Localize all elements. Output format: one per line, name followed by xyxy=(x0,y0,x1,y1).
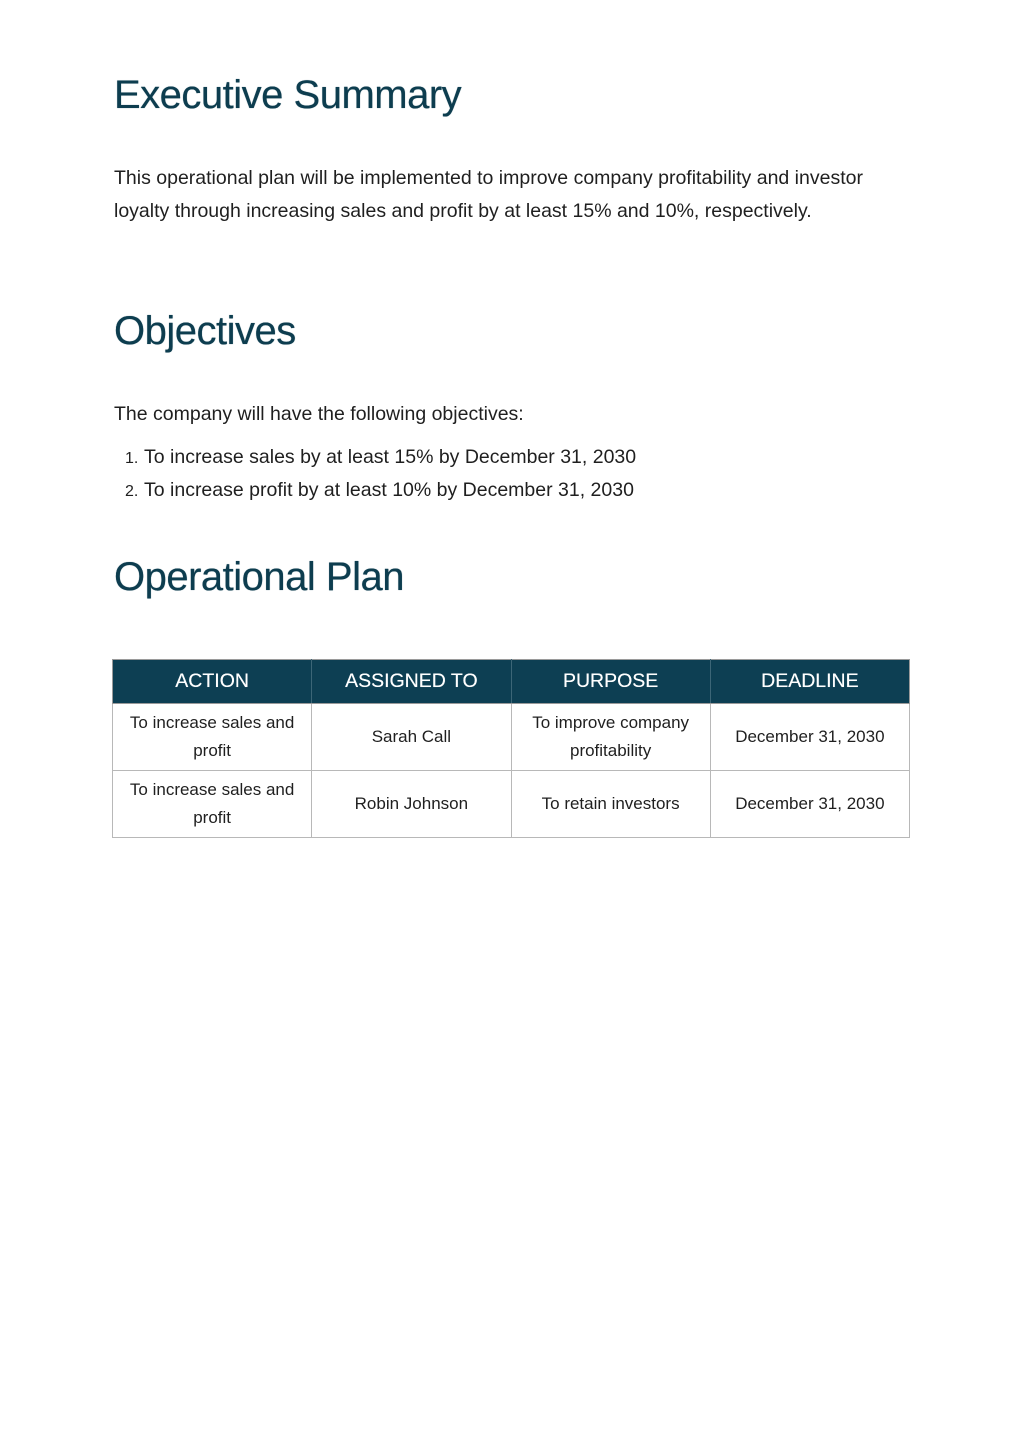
column-header-action: ACTION xyxy=(113,660,312,704)
operational-plan-table xyxy=(112,659,910,838)
objectives-list xyxy=(114,441,636,507)
objective-text: To increase profit by at least 10% by December 31, 2030 xyxy=(144,479,634,501)
assigned-to-cell: Robin Johnson xyxy=(312,771,511,838)
executive-summary-heading: Executive Summary xyxy=(114,73,462,117)
assigned-to-cell: Sarah Call xyxy=(312,704,511,771)
executive-summary-text: This operational plan will be implemented to improve company profitability and investor loyalty through increasing sales and profit by at least 15% and 10%, respectively. xyxy=(114,167,863,222)
objective-text: To increase sales by at least 15% by December 31, 2030 xyxy=(144,446,637,468)
column-header-assigned-to: ASSIGNED TO xyxy=(312,660,511,704)
column-header-purpose: PURPOSE xyxy=(511,660,710,704)
deadline-cell: December 31, 2030 xyxy=(710,771,909,838)
deadline-cell: December 31, 2030 xyxy=(710,704,909,771)
objective-number: 1. xyxy=(125,450,139,467)
operational-plan-heading: Operational Plan xyxy=(114,555,404,599)
objectives-intro: The company will have the following objectives: xyxy=(114,403,524,425)
action-cell: To increase sales and profit xyxy=(113,704,312,771)
table-row xyxy=(113,704,910,771)
column-header-deadline: DEADLINE xyxy=(710,660,909,704)
table-row xyxy=(113,771,910,838)
objectives-heading: Objectives xyxy=(114,309,296,353)
purpose-cell: To retain investors xyxy=(511,771,710,838)
purpose-cell: To improve company profitability xyxy=(511,704,710,771)
objective-item xyxy=(114,474,636,507)
objective-number: 2. xyxy=(125,483,139,500)
objective-item xyxy=(114,441,636,474)
action-cell: To increase sales and profit xyxy=(113,771,312,838)
table-header-row xyxy=(113,660,910,704)
